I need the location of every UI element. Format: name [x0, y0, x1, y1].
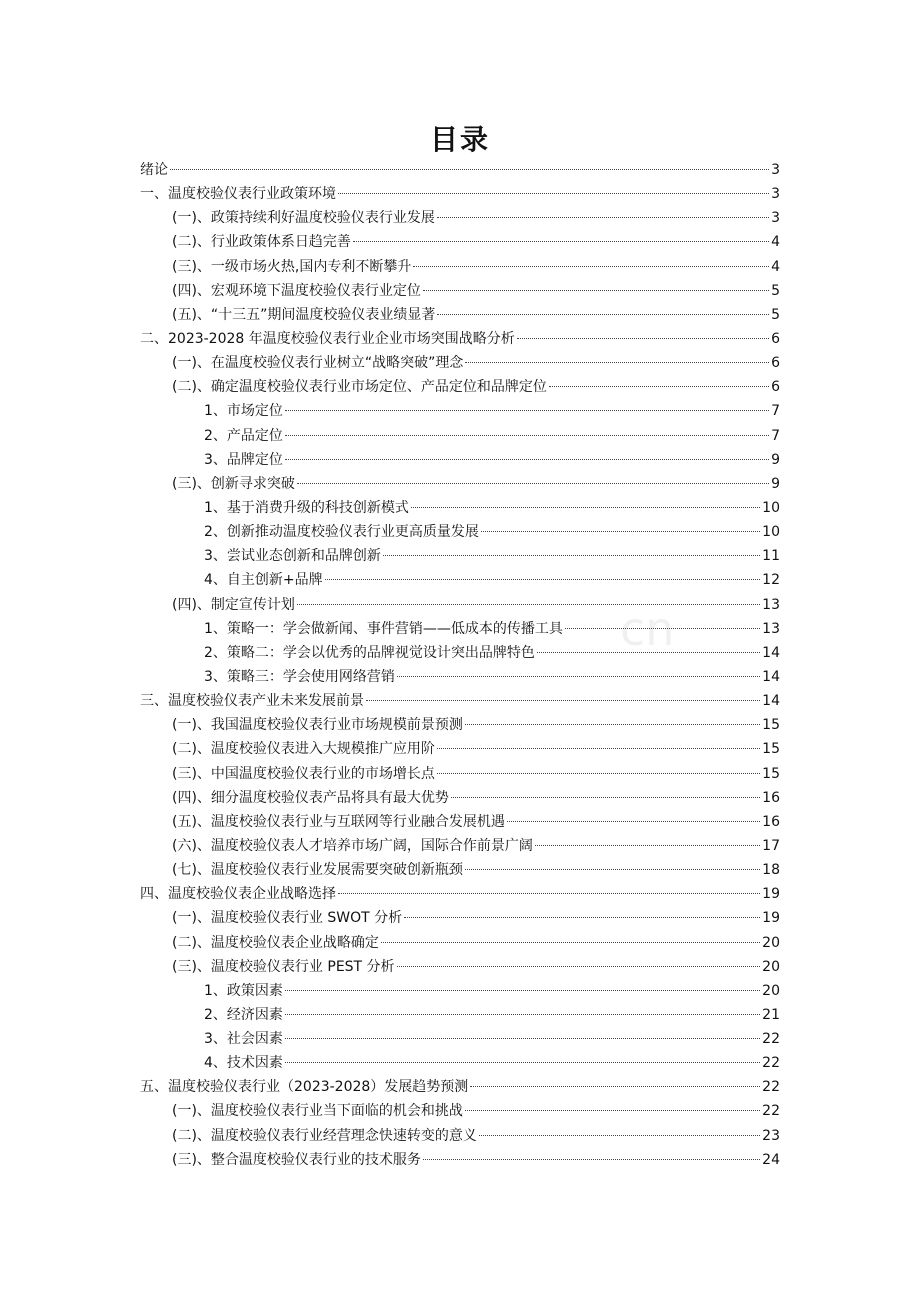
toc-entry[interactable] [140, 375, 780, 399]
toc-entry-page: 13 [762, 620, 780, 637]
toc-entry[interactable] [140, 544, 780, 568]
toc-entry-page: 10 [762, 499, 780, 516]
dot-leader [170, 169, 769, 170]
dot-leader [285, 990, 760, 991]
toc-entry-page: 15 [762, 765, 780, 782]
dot-leader [517, 338, 769, 339]
toc-entry-label: (一)、政策持续利好温度校验仪表行业发展 [172, 210, 435, 227]
dot-leader [297, 604, 760, 605]
toc-entry[interactable] [140, 1148, 780, 1172]
toc-entry[interactable] [140, 931, 780, 955]
toc-entry-label: 二、2023-2028 年温度校验仪表行业企业市场突围战略分析 [140, 330, 515, 347]
dot-leader [285, 1038, 760, 1039]
toc-entry-label: 三、温度校验仪表产业未来发展前景 [140, 693, 364, 710]
toc-entry-page: 18 [762, 862, 780, 879]
toc-entry-page: 23 [762, 1127, 780, 1144]
toc-entry-page: 20 [762, 958, 780, 975]
toc-entry[interactable] [140, 303, 780, 327]
toc-entry-page: 4 [771, 234, 780, 251]
dot-leader [397, 676, 760, 677]
toc-entry[interactable] [140, 737, 780, 761]
dot-leader [481, 531, 760, 532]
dot-leader [437, 217, 769, 218]
toc-entry-label: (五)、“十三五”期间温度校验仪表业绩显著 [172, 306, 436, 323]
toc-entry[interactable] [140, 424, 780, 448]
toc-entry-label: (三)、温度校验仪表行业 PEST 分析 [172, 958, 395, 975]
toc-entry-label: (四)、细分温度校验仪表产品将具有最大优势 [172, 789, 449, 806]
toc-entry-page: 14 [762, 668, 780, 685]
toc-entry-page: 5 [771, 306, 780, 323]
toc-entry-label: (二)、确定温度校验仪表行业市场定位、产品定位和品牌定位 [172, 379, 547, 396]
toc-entry-page: 15 [762, 741, 780, 758]
dot-leader [285, 435, 769, 436]
dot-leader [565, 628, 760, 629]
toc-entry[interactable] [140, 182, 780, 206]
toc-entry-page: 17 [762, 837, 780, 854]
toc-entry[interactable] [140, 1027, 780, 1051]
toc-entry[interactable] [140, 762, 780, 786]
toc-entry[interactable] [140, 882, 780, 906]
dot-leader [465, 724, 760, 725]
toc-entry-page: 3 [771, 186, 780, 203]
toc-entry-page: 11 [762, 548, 780, 565]
toc-entry-label: (一)、温度校验仪表行业 SWOT 分析 [172, 910, 403, 927]
toc-entry-label: 1、市场定位 [204, 403, 283, 420]
toc-entry[interactable] [140, 1003, 780, 1027]
toc-entry[interactable] [140, 399, 780, 423]
dot-leader [338, 893, 760, 894]
toc-entry-page: 6 [771, 330, 780, 347]
toc-entry-label: 3、品牌定位 [204, 451, 283, 468]
toc-entry[interactable] [140, 255, 780, 279]
toc-entry[interactable] [140, 1124, 780, 1148]
toc-entry[interactable] [140, 665, 780, 689]
toc-entry-page: 15 [762, 717, 780, 734]
toc-entry[interactable] [140, 1051, 780, 1075]
toc-entry-label: (二)、行业政策体系日趋完善 [172, 234, 351, 251]
toc-entry-page: 19 [762, 910, 780, 927]
toc-entry-label: (三)、创新寻求突破 [172, 475, 295, 492]
toc-entry-page: 24 [762, 1151, 780, 1168]
toc-entry[interactable] [140, 279, 780, 303]
toc-entry-page: 3 [771, 210, 780, 227]
toc-entry-page: 22 [762, 1055, 780, 1072]
toc-entry-label: (一)、温度校验仪表行业当下面临的机会和挑战 [172, 1103, 463, 1120]
toc-entry-page: 5 [771, 282, 780, 299]
dot-leader [507, 821, 760, 822]
toc-entry-page: 20 [762, 982, 780, 999]
toc-entry[interactable] [140, 979, 780, 1003]
toc-entry-page: 6 [771, 355, 780, 372]
dot-leader [297, 483, 769, 484]
dot-leader [537, 652, 760, 653]
toc-title: 目录 [429, 123, 490, 156]
toc-entry-page: 3 [771, 162, 780, 178]
toc-entry-label: 3、社会因素 [204, 1031, 283, 1048]
toc-entry-page: 22 [762, 1031, 780, 1048]
toc-entry-label: 四、温度校验仪表企业战略选择 [140, 886, 336, 903]
toc-entry-label: (一)、在温度校验仪表行业树立“战略突破”理念 [172, 355, 464, 372]
toc-entry-label: 2、策略二：学会以优秀的品牌视觉设计突出品牌特色 [204, 644, 535, 661]
toc-entry-page: 21 [762, 1006, 780, 1023]
dot-leader [549, 386, 769, 387]
toc-entry-label: 五、温度校验仪表行业（2023-2028）发展趋势预测 [140, 1079, 469, 1096]
dot-leader [535, 845, 760, 846]
toc-entry-label: 2、产品定位 [204, 427, 283, 444]
toc-entry[interactable] [140, 351, 780, 375]
watermark: cn [620, 602, 675, 656]
toc-entry-label: 绪论 [140, 162, 168, 178]
dot-leader [397, 966, 761, 967]
dot-leader [285, 1062, 760, 1063]
toc-entry[interactable] [140, 327, 780, 351]
dot-leader [285, 459, 769, 460]
toc-entry[interactable] [140, 568, 780, 592]
toc-entry[interactable] [140, 810, 780, 834]
toc-entry-page: 9 [771, 475, 780, 492]
dot-leader [411, 507, 760, 508]
toc-entry[interactable] [140, 496, 780, 520]
dot-leader [383, 555, 760, 556]
dot-leader [325, 579, 761, 580]
dot-leader [451, 797, 760, 798]
toc-entry-label: (三)、中国温度校验仪表行业的市场增长点 [172, 765, 435, 782]
toc-entry[interactable] [140, 834, 780, 858]
toc-entry-page: 7 [771, 427, 780, 444]
toc-entry[interactable] [140, 713, 780, 737]
dot-leader [479, 1135, 760, 1136]
dot-leader [338, 193, 769, 194]
toc-entry[interactable] [140, 955, 780, 979]
toc-entry-label: 一、温度校验仪表行业政策环境 [140, 186, 336, 203]
dot-leader [423, 1159, 760, 1160]
toc-entry-page: 19 [762, 886, 780, 903]
toc-entry-label: 3、策略三：学会使用网络营销 [204, 668, 395, 685]
dot-leader [437, 773, 760, 774]
toc-entry-label: 4、技术因素 [204, 1055, 283, 1072]
toc-entry-label: (四)、制定宣传计划 [172, 596, 295, 613]
toc-entry-label: 2、经济因素 [204, 1006, 283, 1023]
toc-entry-page: 22 [762, 1103, 780, 1120]
dot-leader [413, 266, 769, 267]
toc-entry[interactable] [140, 230, 780, 254]
toc-entry[interactable] [140, 206, 780, 230]
toc-entry-label: (三)、一级市场火热,国内专利不断攀升 [172, 258, 412, 275]
toc-entry-label: 3、尝试业态创新和品牌创新 [204, 548, 381, 565]
toc-entry[interactable] [140, 689, 780, 713]
dot-leader [465, 869, 760, 870]
toc-entry-label: 4、自主创新+品牌 [204, 572, 323, 589]
toc-entry[interactable] [140, 858, 780, 882]
dot-leader [437, 748, 760, 749]
toc-entry-label: 1、策略一：学会做新闻、事件营销——低成本的传播工具 [204, 620, 563, 637]
dot-leader [437, 314, 769, 315]
dot-leader [470, 1086, 760, 1087]
dot-leader [353, 241, 769, 242]
dot-leader [465, 362, 769, 363]
dot-leader [465, 1110, 760, 1111]
toc-entry[interactable] [140, 1099, 780, 1123]
dot-leader [404, 917, 760, 918]
toc-entry-page: 22 [762, 1079, 780, 1096]
toc-entry[interactable] [140, 472, 780, 496]
toc-entry-page: 13 [762, 596, 780, 613]
toc-entry-label: (七)、温度校验仪表行业发展需要突破创新瓶颈 [172, 862, 463, 879]
toc-entry-label: 1、基于消费升级的科技创新模式 [204, 499, 409, 516]
toc-entry-page: 16 [762, 789, 780, 806]
toc-entry-label: (三)、整合温度校验仪表行业的技术服务 [172, 1151, 421, 1168]
toc-entry-label: 2、创新推动温度校验仪表行业更高质量发展 [204, 524, 479, 541]
dot-leader [423, 290, 769, 291]
toc-entry-label: (二)、温度校验仪表企业战略确定 [172, 934, 379, 951]
toc-entry-page: 16 [762, 813, 780, 830]
toc-entry-label: 1、政策因素 [204, 982, 283, 999]
toc-entry[interactable] [140, 641, 780, 665]
toc-entry-label: (二)、温度校验仪表行业经营理念快速转变的意义 [172, 1127, 477, 1144]
table-of-contents [140, 158, 780, 1172]
toc-entry-page: 14 [762, 644, 780, 661]
dot-leader [285, 1014, 760, 1015]
toc-entry[interactable] [140, 906, 780, 930]
toc-entry-page: 7 [771, 403, 780, 420]
dot-leader [381, 942, 760, 943]
toc-entry-label: (五)、温度校验仪表行业与互联网等行业融合发展机遇 [172, 813, 505, 830]
toc-entry[interactable] [140, 786, 780, 810]
dot-leader [285, 410, 769, 411]
toc-entry[interactable] [140, 520, 780, 544]
toc-entry-page: 4 [771, 258, 780, 275]
toc-entry-label: (六)、温度校验仪表人才培养市场广阔，国际合作前景广阔 [172, 837, 533, 854]
toc-entry-label: (四)、宏观环境下温度校验仪表行业定位 [172, 282, 421, 299]
toc-entry[interactable] [140, 593, 780, 617]
toc-entry-page: 6 [771, 379, 780, 396]
toc-entry-label: (一)、我国温度校验仪表行业市场规模前景预测 [172, 717, 463, 734]
toc-entry-page: 12 [762, 572, 780, 589]
toc-entry-page: 10 [762, 524, 780, 541]
toc-entry[interactable] [140, 158, 780, 182]
toc-entry[interactable] [140, 1075, 780, 1099]
toc-entry[interactable] [140, 448, 780, 472]
dot-leader [366, 700, 760, 701]
toc-entry-label: (二)、温度校验仪表进入大规模推广应用阶 [172, 741, 435, 758]
toc-entry-page: 20 [762, 934, 780, 951]
toc-entry[interactable] [140, 617, 780, 641]
toc-entry-page: 9 [771, 451, 780, 468]
toc-entry-page: 14 [762, 693, 780, 710]
